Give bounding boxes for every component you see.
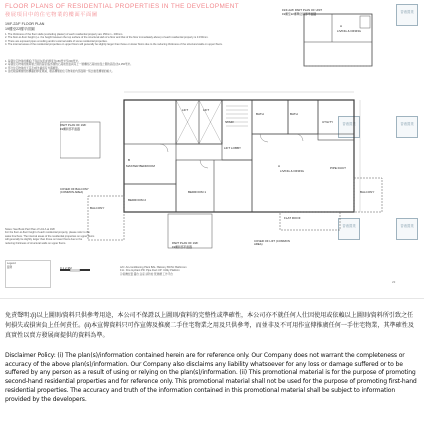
note-line: 1. The thickness of the floor slabs (excluding plaster) of each residential property are 150mm - 200mm. <box>5 33 124 36</box>
page-title-chinese: 發展項目中的住宅物業的樓面平面圖 <box>5 12 98 18</box>
scale-text: 0 1 2 3M <box>60 266 72 270</box>
door-swing <box>160 144 168 152</box>
balcony-outline <box>354 178 382 212</box>
watermark-logo: 香港置業 <box>338 218 360 240</box>
page-title: FLOOR PLANS OF RESIDENTIAL PROPERTIES IN THE DEVELOPMENT <box>5 3 239 10</box>
bath-wall <box>288 100 318 134</box>
watermark-logo: 香港置業 <box>396 4 418 26</box>
floor-plan-title: 19/F-22/F FLOOR PLAN <box>5 22 45 26</box>
remark-line: sales brochure. The internal areas of the residential properties on upper floors <box>5 234 95 238</box>
notes-chinese <box>5 60 133 73</box>
note-line: 2. The floor-to-floor height (i.e. the height between the top surface of the structural slab of a floor and that of the floor immediately above) of each residential property is 3.150mm. <box>5 36 209 40</box>
room-label: STAIR <box>225 120 234 124</box>
cover-lift-label: COVER OF LIFT (COMMON AREA) <box>254 239 290 247</box>
living-room-wall <box>252 134 354 212</box>
watermark-logo: 香港置業 <box>338 116 360 138</box>
scale-bar <box>60 262 100 280</box>
bath-wall <box>252 100 288 134</box>
watermark-logo: 香港置業 <box>396 116 418 138</box>
door-swing <box>200 160 208 168</box>
room-label: LIVING & DINING <box>280 169 305 173</box>
remark-line: will generally be slightly larger than those on lower floors due to the <box>5 238 83 242</box>
room-label: BATH <box>290 112 298 116</box>
legend-item: 冷氣機位置 露台 浴室 消防栓 管道槽 工作平台 <box>120 272 173 276</box>
note-line: 3. 部分住宅物業的天花及/或外牆設有外露喉管。 <box>5 66 61 70</box>
legend-items <box>120 266 187 276</box>
remark-line: reducing thickness of structural walls on upper floors. <box>5 241 66 245</box>
note-line: 4. The internal areas of the residential properties on upper floors will generally be slightly larger than those on lower floors due to the reducing thickness of the structural walls on upper floors. <box>5 42 223 46</box>
inset-title: 19/F-22/F PART PLAN OF UNIT <box>282 8 323 12</box>
inset-unit-label: A <box>340 24 343 28</box>
room-label: FLAT ROOF <box>284 216 301 220</box>
part-plan-label: PART PLAN OF 19/F <box>172 241 199 245</box>
part-plan-label-chinese: 19樓局部平面圖 <box>172 245 192 249</box>
room-label: LIFT LOBBY <box>224 146 241 150</box>
part-plan-label-chinese: 19樓局部平面圖 <box>60 127 80 131</box>
room-label: BATH <box>256 112 264 116</box>
cover-balcony-label: COVER OF BALCONY (COMMON AREA) <box>60 187 89 195</box>
note-line: 4. 由於較高樓層的結構牆的厚度遞減，較高樓層的住宅物業的內部面積一般比較低樓層的略大。 <box>5 69 115 73</box>
inset-window <box>360 16 370 28</box>
inset-plan-drawing <box>280 8 376 70</box>
remark-line: Notes: See Book Part Plan of Unit A at 19/F <box>5 228 56 231</box>
page-number: 23 <box>392 280 396 284</box>
legend-box <box>5 260 51 288</box>
room-label: BEDROOM 1 <box>188 190 207 194</box>
disclaimer-english: Disclaimer Policy: (i) The plan(s)/information contained herein are for reference only. Our Company does not warrant the completeness or accuracy of the above plan(s)/information. Our Company also disclaims any liability whatsoever for any loss or damage suffered or to be suffered by any person as a result of using or relying on the plan(s)/information. (ii) This promotional material is for the purpose of promoting second-hand residential properties and for reference only. This promotional material shall not be used for the purpose of promoting first-hand residential properties. The accuracy and truth of the information contained in this promotional material shall be subject to information provided by the developers. <box>5 352 417 403</box>
room-label: LIFT <box>182 108 189 112</box>
door-swing <box>296 134 303 141</box>
room-label: UTILITY <box>322 120 334 124</box>
section-divider <box>0 298 424 299</box>
flat-roof-outline <box>280 212 340 230</box>
legend-title-chinese: 圖例 <box>7 266 13 270</box>
notes-english <box>5 33 223 46</box>
unit-label: B <box>128 158 131 162</box>
room-label: LIFT <box>203 108 210 112</box>
main-floor-plan <box>60 86 390 258</box>
inset-outline <box>304 14 372 66</box>
unit-label: A <box>278 164 281 168</box>
note-line: 2. 每個住宅物業的層與層之間的高度(指該層的石屎地台面與其上一層樓的石屎地台面之間的高度)為3,150毫米。 <box>5 63 133 67</box>
room-label: PIPE DUCT <box>330 166 347 170</box>
lobby-wall <box>222 100 252 160</box>
room-label: MASTER BEDROOM <box>126 164 155 168</box>
legend-item: F.H.: Fire Hydrant PD: Pipe Duct UP: Utility Platform <box>120 269 180 273</box>
part-plan-label: PART PLAN OF 19/F <box>60 123 87 127</box>
outer-wall <box>124 100 354 212</box>
watermark-logo: 香港置業 <box>396 218 418 240</box>
remark-line: For the floor-to-floor height of each residential property, please refer to the <box>5 231 90 235</box>
disclaimer-chinese: 免責聲明:(i)以上圖則/資料只供參考用途，本公司不保證以上圖則/資料的完整性或準確性，本公司亦不就任何人仕因使用或依賴以上圖則/資料所引致之任何損失或損害負上任何責任。(ii)本宣傳資料只可作宣傳及推廣二手住宅物業之用及只供參考，而並非及不可用作宣傳推廣任何一手住宅物業，其準確性及真實性以賣方發展商提供的資料為準。 <box>5 312 414 340</box>
legend-title: Legend <box>7 262 16 265</box>
note-line: 1. 每個住宅物業的樓板(不包括灰泥)的厚度為150毫米至200毫米。 <box>5 60 81 63</box>
room-label: BALCONY <box>360 190 375 194</box>
door-swing <box>260 134 268 142</box>
legend-item: A/C: Air-conditioning Plant BAL: Balcony BATH: Bathroom <box>120 266 187 269</box>
inset-title-chinese: 19樓至22樓單位局部平面圖 <box>282 12 317 16</box>
floor-plan-drawing <box>60 86 390 258</box>
note-line: 3. There are exposed pipes at ceiling and/or external walls of some residential properties. <box>5 39 108 43</box>
floor-plan-title-chinese: 19樓至22樓平面圖 <box>5 27 35 31</box>
inset-part-plan <box>280 8 376 70</box>
room-label: BEDROOM 2 <box>128 198 147 202</box>
remarks <box>5 228 94 245</box>
inset-room-label: LIVING & DINING <box>337 29 362 33</box>
room-label: BALCONY <box>90 206 105 210</box>
